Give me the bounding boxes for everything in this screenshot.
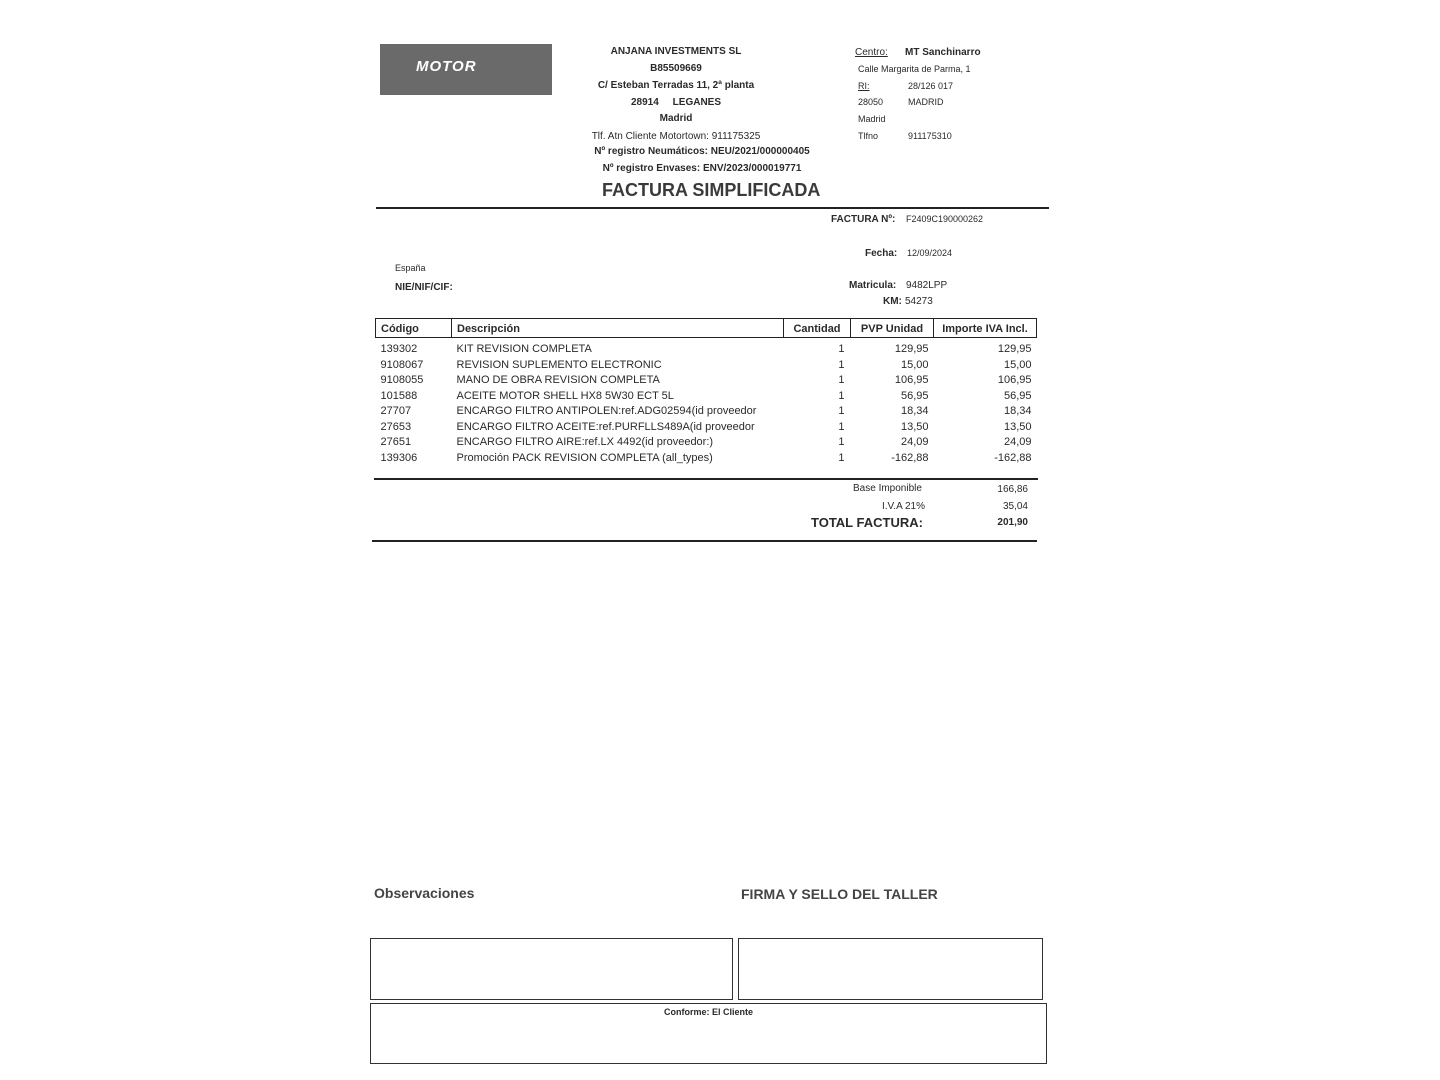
base-imponible-label: Base Imponible (853, 483, 922, 494)
iva-label: I.V.A 21% (882, 501, 925, 512)
table-row (376, 420, 1037, 436)
cell-codigo: 27651 (380, 436, 412, 448)
km-label: KM: (883, 296, 902, 307)
total-value: 201,90 (997, 517, 1028, 528)
totals-divider (372, 540, 1037, 542)
iva-value: 35,04 (1002, 501, 1028, 512)
total-label: TOTAL FACTURA: (811, 515, 923, 530)
firma-sello-box (738, 938, 1043, 1000)
invoice-number-label: FACTURA Nº: (831, 214, 896, 225)
cell-pvp: 24,09 (900, 436, 929, 448)
cell-descripcion: KIT REVISION COMPLETA (456, 343, 592, 355)
cell-importe: 13,50 (1003, 420, 1032, 433)
company-postal-city: 28914 LEGANES (630, 97, 722, 108)
cell-importe: 24,09 (1003, 436, 1032, 448)
cell-cantidad: 1 (838, 389, 845, 402)
col-pvp-unidad: PVP Unidad (851, 319, 934, 338)
cell-descripcion: ENCARGO FILTRO ANTIPOLEN:ref.ADG02594(id proveedor (456, 405, 757, 417)
table-row (376, 451, 1037, 467)
cell-codigo: 139302 (380, 343, 418, 355)
centro-city: MADRID (908, 97, 944, 107)
document-title: FACTURA SIMPLIFICADA (602, 180, 821, 200)
table-row (376, 373, 1037, 389)
table-row (376, 342, 1037, 358)
cell-descripcion: ENCARGO FILTRO ACEITE:ref.PURFLLS489A(id proveedor (456, 420, 755, 433)
col-codigo: Código (376, 319, 452, 338)
table-row (376, 358, 1037, 374)
conforme-label: Conforme: El Cliente (663, 1007, 753, 1017)
cell-cantidad: 1 (838, 451, 845, 464)
cell-pvp: 106,95 (894, 374, 929, 386)
company-province: Madrid (659, 113, 693, 124)
km-value: 54273 (905, 296, 933, 307)
client-nif-label: NIE/NIF/CIF: (395, 282, 453, 293)
centro-province: Madrid (858, 114, 886, 124)
cell-codigo: 101588 (380, 389, 418, 402)
company-address: C/ Esteban Terradas 11, 2ª planta (597, 80, 755, 91)
matricula-value: 9482LPP (906, 280, 948, 291)
centro-tlfno-value: 911175310 (908, 131, 952, 141)
cell-pvp: 15,00 (900, 358, 929, 371)
cell-importe: 106,95 (997, 374, 1032, 386)
title-divider (376, 207, 1049, 209)
cell-codigo: 139306 (380, 451, 418, 464)
reg-envases: Nº registro Envases: ENV/2023/000019771 (602, 163, 802, 174)
cell-importe: 56,95 (1003, 389, 1032, 402)
col-importe: Importe IVA Incl. (934, 319, 1037, 338)
cell-pvp: 129,95 (894, 343, 929, 355)
cell-cantidad: 1 (838, 420, 845, 433)
centro-name: MT Sanchinarro (905, 47, 981, 58)
cell-cantidad: 1 (838, 358, 845, 371)
observaciones-heading: Observaciones (374, 885, 475, 901)
invoice-date-label: Fecha: (865, 248, 898, 259)
company-nif: B85509669 (650, 63, 702, 74)
centro-postal: 28050 (858, 97, 884, 107)
cell-cantidad: 1 (838, 343, 845, 355)
base-imponible-value: 166,86 (997, 484, 1028, 495)
cell-importe: 129,95 (997, 343, 1032, 355)
centro-label: Centro: (855, 47, 888, 58)
invoice-number: F2409C190000262 (906, 214, 984, 224)
observaciones-box (370, 938, 733, 1000)
conforme-box (370, 1003, 1047, 1064)
cell-descripcion: REVISION SUPLEMENTO ELECTRONIC (456, 358, 662, 371)
cell-cantidad: 1 (838, 405, 845, 417)
logo-text: MOTOR (416, 58, 477, 75)
centro-ri-value: 28/126 017 (908, 81, 954, 91)
cell-importe: 15,00 (1003, 358, 1032, 371)
company-logo (380, 44, 552, 95)
cell-importe: -162,88 (994, 451, 1032, 464)
company-name: ANJANA INVESTMENTS SL (610, 46, 742, 57)
centro-ri-label: RI: (858, 81, 870, 91)
cell-codigo: 27653 (380, 420, 412, 433)
table-header-row (376, 319, 1037, 338)
cell-descripcion: Promoción PACK REVISION COMPLETA (all_types) (456, 451, 713, 464)
company-phone: Tlf. Atn Cliente Motortown: 911175325 (591, 131, 761, 142)
cell-codigo: 27707 (380, 405, 412, 417)
firma-heading: FIRMA Y SELLO DEL TALLER (741, 886, 938, 902)
cell-cantidad: 1 (838, 436, 845, 448)
cell-importe: 18,34 (1003, 405, 1032, 417)
cell-codigo: 9108067 (380, 358, 424, 371)
cell-cantidad: 1 (838, 374, 845, 386)
centro-street: Calle Margarita de Parma, 1 (858, 64, 971, 74)
items-table (375, 318, 1037, 466)
cell-pvp: -162,88 (891, 451, 929, 464)
col-descripcion: Descripción (452, 319, 784, 338)
matricula-label: Matricula: (849, 280, 897, 291)
cell-pvp: 13,50 (900, 420, 929, 433)
cell-pvp: 56,95 (900, 389, 929, 402)
reg-neumaticos: Nº registro Neumáticos: NEU/2021/000000405 (594, 146, 810, 157)
client-country: España (395, 263, 426, 273)
invoice-date: 12/09/2024 (907, 248, 953, 258)
table-row (376, 404, 1037, 420)
table-bottom-divider (374, 478, 1038, 480)
cell-descripcion: MANO DE OBRA REVISION COMPLETA (456, 374, 660, 386)
cell-pvp: 18,34 (900, 405, 929, 417)
table-row (376, 435, 1037, 451)
centro-tlfno-label: Tlfno (858, 131, 879, 141)
cell-descripcion: ACEITE MOTOR SHELL HX8 5W30 ECT 5L (456, 389, 674, 402)
cell-descripcion: ENCARGO FILTRO AIRE:ref.LX 4492(id proveedor:) (456, 436, 714, 448)
col-cantidad: Cantidad (784, 319, 851, 338)
cell-codigo: 9108055 (380, 374, 424, 386)
table-row (376, 389, 1037, 405)
